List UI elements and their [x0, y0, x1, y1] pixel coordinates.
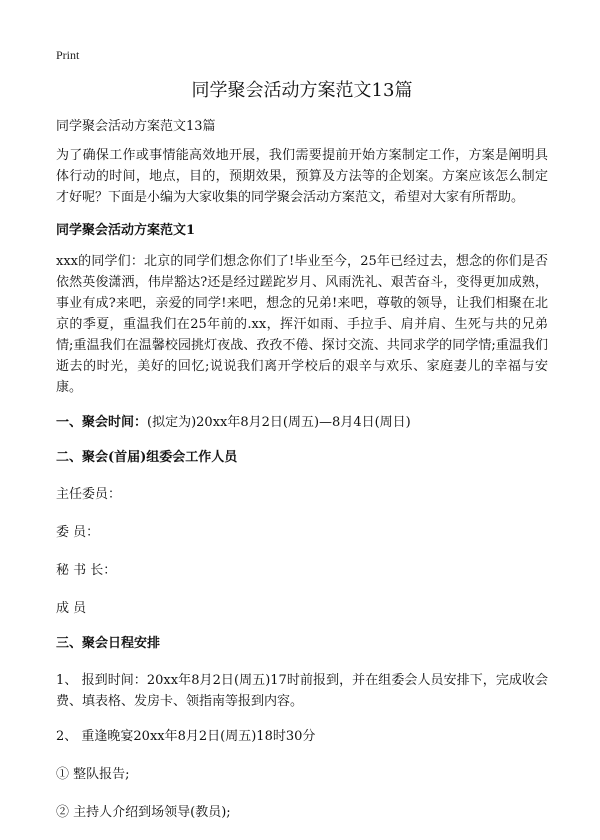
letter-paragraph: xxx的同学们：北京的同学们想念你们了!毕业至今，25年已经过去，想念的你们是否依然英俊潇洒，伟岸豁达?还是经过蹉跎岁月、风雨洗礼、艰苦奋斗，变得更加成熟，事业有成?来吧，亲爱的同学!来吧，想念的兄弟!来吧，尊敬的领导，让我们相聚在北京的季夏，重温我们在25年前的.xx，挥汗如雨、手拉手、肩并肩、生死与共的兄弟情;重温我们在温馨校园挑灯夜战、孜孜不倦、探讨交流、共同求学的同学情;重温我们逝去的时光，美好的回忆;说说我们离开学校后的艰辛与欢乐、家庭妻儿的幸福与安康。: [56, 254, 548, 395]
schedule-item-1: 1、 报到时间：20xx年8月2日(周五)17时前报到，并在组委会人员安排下，完成收会费、填表格、发房卡、领指南等报到内容。: [56, 673, 548, 709]
document-page: [56, 78, 548, 840]
agenda-item-2: ② 主持人介绍到场领导(教员);: [56, 805, 231, 820]
meeting-time-value: (拟定为)20xx年8月2日(周五)—8月4日(周日): [147, 415, 411, 430]
meeting-time-label: 一、聚会时间：: [56, 415, 148, 430]
staff-line-chair: 主任委员：: [56, 487, 122, 502]
staff-heading: 二、聚会(首届)组委会工作人员: [56, 450, 238, 465]
print-link[interactable]: Print: [56, 48, 80, 62]
staff-line-staff: 成 员: [56, 601, 87, 616]
schedule-heading: 三、聚会日程安排: [56, 636, 161, 651]
agenda-item-1: ① 整队报告;: [56, 767, 130, 782]
document-subtitle: 同学聚会活动方案范文13篇: [56, 119, 216, 134]
meeting-time-line: [56, 412, 548, 433]
staff-line-members: 委 员：: [56, 525, 100, 540]
intro-paragraph: 为了确保工作或事情能高效地开展，我们需要提前开始方案制定工作，方案是阐明具体行动的时间，地点，目的，预期效果，预算及方法等的企划案。方案应该怎么制定才好呢？下面是小编为大家收集的同学聚会活动方案范文，希望对大家有所帮助。: [56, 148, 548, 205]
section1-heading: 同学聚会活动方案范文1: [56, 223, 196, 238]
document-title: 同学聚会活动方案范文13篇: [191, 80, 413, 101]
schedule-item-2: 2、 重逢晚宴20xx年8月2日(周五)18时30分: [56, 729, 316, 744]
staff-line-secretary: 秘 书 长：: [56, 563, 117, 578]
